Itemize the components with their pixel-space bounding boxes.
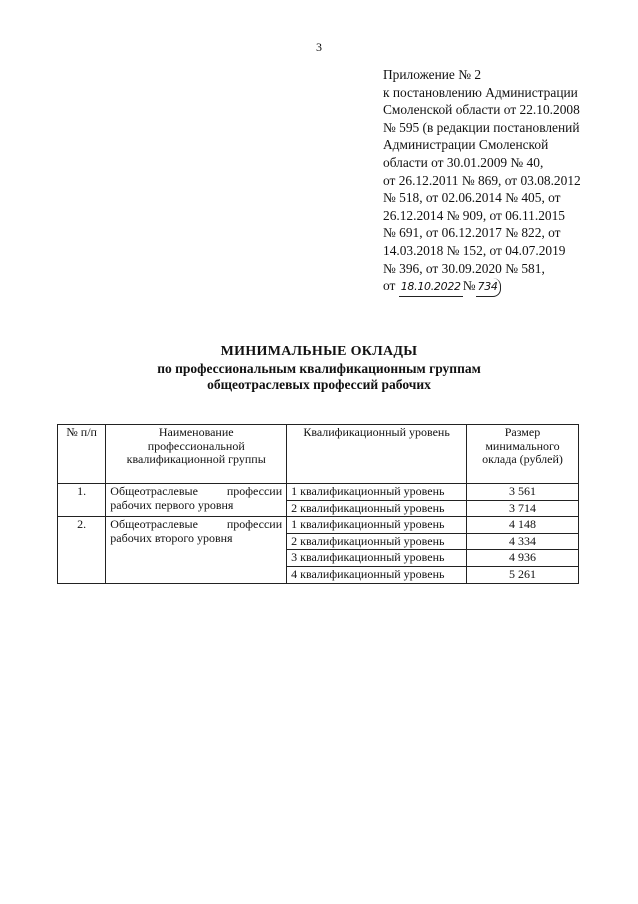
group-num: 2. bbox=[58, 517, 106, 583]
appendix-from-prefix: от bbox=[383, 278, 396, 294]
appendix-line: № 518, от 02.06.2014 № 405, от bbox=[383, 190, 561, 206]
salary-cell: 4 334 bbox=[466, 533, 578, 550]
appendix-line: от 26.12.2011 № 869, от 03.08.2012 bbox=[383, 172, 581, 188]
level-cell: 1 квалификационный уровень bbox=[287, 484, 467, 501]
appendix-line: № 595 (в редакции постановлений bbox=[383, 119, 580, 135]
appendix-block bbox=[383, 66, 611, 297]
table-header-row bbox=[58, 425, 579, 484]
salary-cell: 3 714 bbox=[466, 500, 578, 517]
appendix-line: 26.12.2014 № 909, от 06.11.2015 bbox=[383, 207, 565, 223]
level-cell: 1 квалификационный уровень bbox=[287, 517, 467, 534]
title-main: МИНИМАЛЬНЫЕ ОКЛАДЫ bbox=[220, 344, 418, 359]
level-cell: 2 квалификационный уровень bbox=[287, 533, 467, 550]
appendix-line: Приложение № 2 bbox=[383, 67, 482, 82]
handwritten-date: 18.10.2022 bbox=[399, 278, 463, 297]
appendix-line: Администрации Смоленской bbox=[383, 137, 549, 153]
salary-table bbox=[57, 424, 579, 584]
header-level: Квалификационный уровень bbox=[287, 425, 467, 484]
page-number: 3 bbox=[316, 40, 322, 54]
salary-cell: 4 148 bbox=[466, 517, 578, 534]
appendix-last-line bbox=[383, 277, 611, 297]
appendix-line: Смоленской области от 22.10.2008 bbox=[383, 102, 580, 118]
appendix-line: 14.03.2018 № 152, от 04.07.2019 bbox=[383, 242, 566, 258]
title-subtitle-1: по профессиональным квалификационным группам bbox=[157, 360, 481, 376]
appendix-line: к постановлению Администрации bbox=[383, 84, 578, 100]
group-name: Общеотраслевые профессии рабочих первого уровня bbox=[106, 484, 287, 517]
number-sign: № bbox=[462, 278, 476, 294]
level-cell: 3 квалификационный уровень bbox=[287, 550, 467, 567]
level-cell: 2 квалификационный уровень bbox=[287, 500, 467, 517]
header-size: Размер минимального оклада (рублей) bbox=[466, 425, 578, 484]
document-title bbox=[0, 344, 638, 394]
table-row bbox=[58, 484, 579, 501]
appendix-line: № 396, от 30.09.2020 № 581, bbox=[383, 260, 545, 276]
group-name: Общеотраслевые профессии рабочих второго уровня bbox=[106, 517, 287, 583]
appendix-line: № 691, от 06.12.2017 № 822, от bbox=[383, 225, 561, 241]
title-subtitle-2: общеотраслевых профессий рабочих bbox=[207, 377, 431, 392]
header-num: № п/п bbox=[58, 425, 106, 484]
salary-cell: 3 561 bbox=[466, 484, 578, 501]
salary-cell: 4 936 bbox=[466, 550, 578, 567]
header-name: Наименование профессиональной квалификационной группы bbox=[106, 425, 287, 484]
level-cell: 4 квалификационный уровень bbox=[287, 566, 467, 583]
appendix-line: области от 30.01.2009 № 40, bbox=[383, 154, 544, 170]
salary-cell: 5 261 bbox=[466, 566, 578, 583]
table-row bbox=[58, 517, 579, 534]
group-num: 1. bbox=[58, 484, 106, 517]
handwritten-number: 734 bbox=[476, 278, 501, 297]
